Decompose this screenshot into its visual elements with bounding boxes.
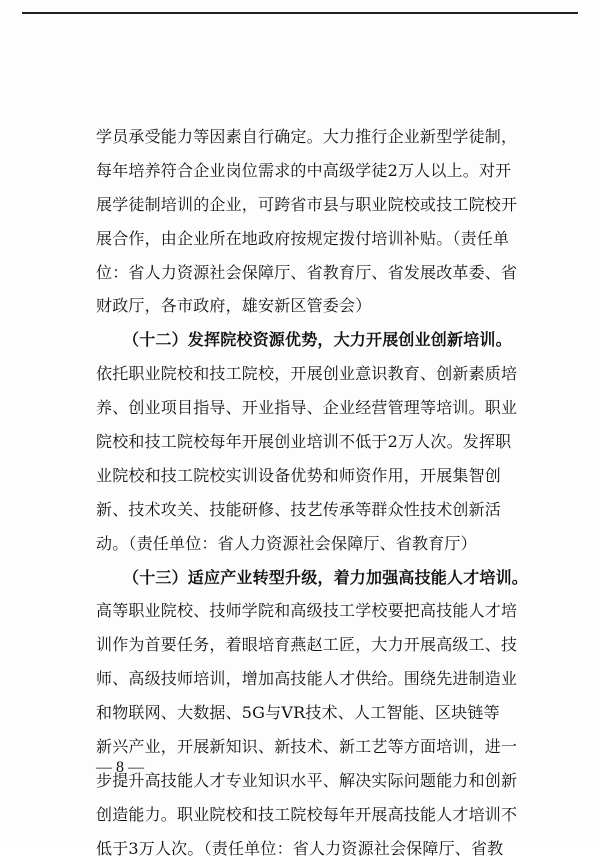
section-heading-line: （十三）适应产业转型升级，着力加强高技能人才培训。	[123, 567, 529, 587]
text-line: 位：省人力资源社会保障厅、省教育厅、省发展改革委、省	[96, 262, 518, 282]
text-line: 新、技术攻关、技能研修、技艺传承等群众性技术创新活	[96, 499, 502, 519]
text-line: 训作为首要任务，着眼培育燕赵工匠，大力开展高级工、技	[96, 635, 518, 655]
text-line: 创造能力。职业院校和技工院校每年开展高技能人才培训不	[96, 804, 518, 824]
body-text	[96, 120, 529, 866]
text-line: 财政厅，各市政府，雄安新区管委会）	[96, 296, 372, 316]
text-line: 和物联网、大数据、5G与VR技术、人工智能、区块链等	[96, 703, 500, 723]
page-number: — 8 —	[96, 759, 144, 776]
text-line: 每年培养符合企业岗位需求的中高级学徒2万人以上。对开	[96, 160, 512, 180]
text-line: 养、创业项目指导、开业指导、企业经营管理等培训。职业	[96, 398, 518, 418]
text-line: 动。（责任单位：省人力资源社会保障厅、省教育厅）	[96, 533, 477, 553]
header-rule	[22, 12, 578, 14]
text-line: 业院校和技工院校实训设备优势和师资作用，开展集智创	[96, 465, 502, 485]
text-line: 展合作，由企业所在地政府按规定拨付培训补贴。（责任单	[96, 228, 510, 248]
text-line: 低于3万人次。（责任单位：省人力资源社会保障厅、省教	[96, 838, 504, 858]
text-line: 院校和技工院校每年开展创业培训不低于2万人次。发挥职	[96, 432, 512, 452]
text-line: 步提升高技能人才专业知识水平、解决实际问题能力和创新	[96, 770, 518, 790]
text-line: 师、高级技师培训，增加高技能人才供给。围绕先进制造业	[96, 669, 518, 689]
text-line: 新兴产业，开展新知识、新技术、新工艺等方面培训，进一	[96, 737, 518, 757]
text-line: 依托职业院校和技工院校，开展创业意识教育、创新素质培	[96, 364, 518, 384]
text-line: 高等职业院校、技师学院和高级技工学校要把高技能人才培	[96, 601, 518, 621]
section-heading-line: （十二）发挥院校资源优势，大力开展创业创新培训。	[123, 330, 512, 350]
text-line: 展学徒制培训的企业，可跨省市县与职业院校或技工院校开	[96, 194, 518, 214]
text-line: 学员承受能力等因素自行确定。大力推行企业新型学徒制，	[96, 127, 518, 146]
